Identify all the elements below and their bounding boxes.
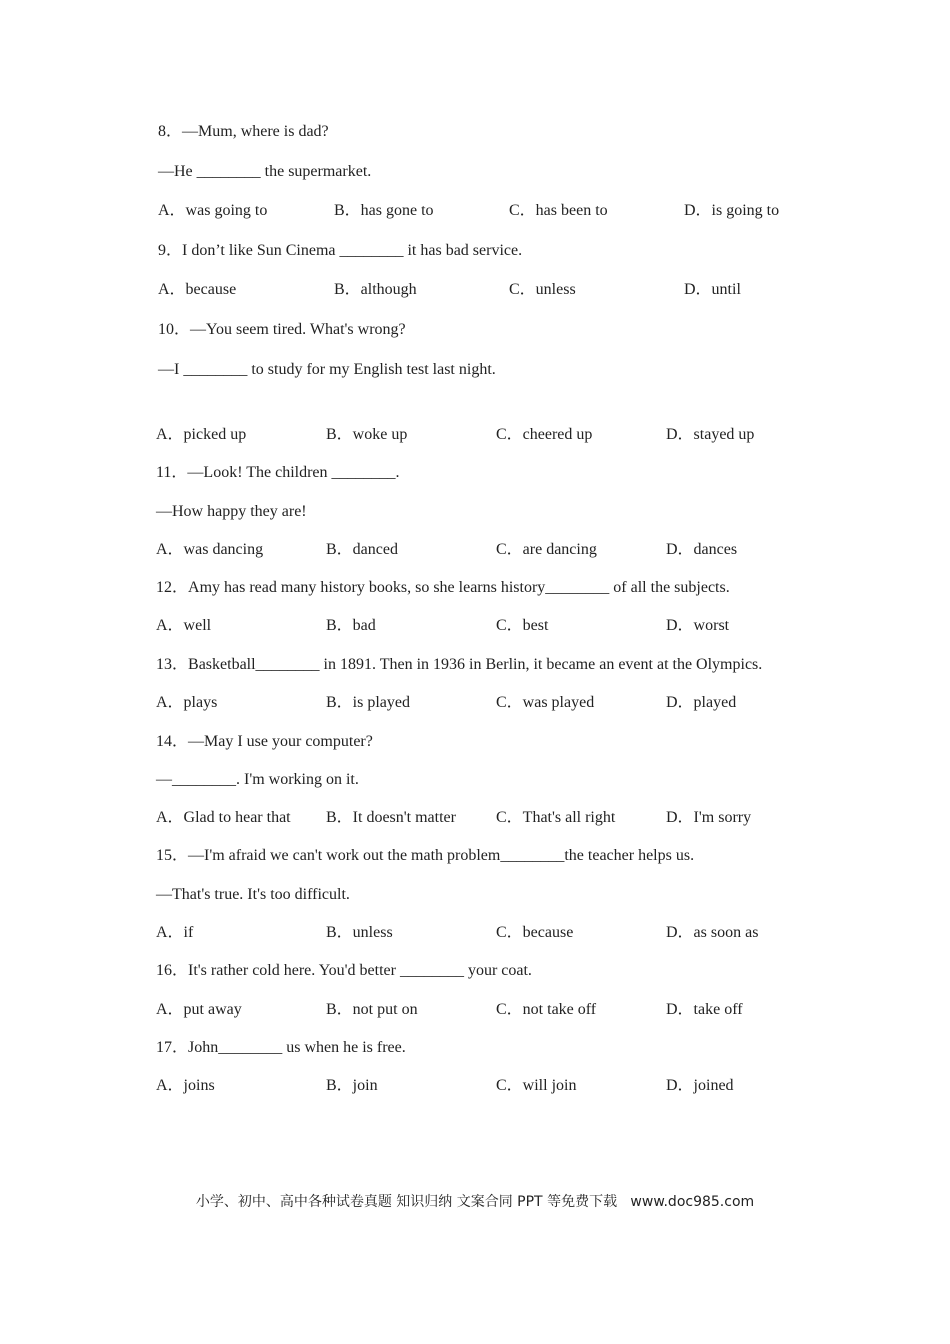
question-text: Basketball________ in 1891. Then in 1936 in Berlin, it became an event at the Olympics. [188,656,763,673]
question-text: —Look! The children ________. [187,464,400,481]
question-16-stem [156,961,532,981]
question-10-option-d: D．stayed up [666,426,755,443]
question-16-option-a: A．put away [156,1001,242,1018]
question-11-stem [156,463,400,483]
question-14-stem [156,732,373,752]
question-13-option-b: B．is played [326,694,410,711]
question-16-option-c: C．not take off [496,1001,597,1018]
question-number: 15． [156,847,189,864]
question-text: John________ us when he is free. [188,1039,406,1056]
question-17-option-a: A．joins [156,1077,215,1094]
question-text: Amy has read many history books, so she learns history________ of all the subjects. [188,579,730,596]
question-13-stem [156,655,762,675]
question-14-option-b: B．It doesn't matter [326,809,456,826]
question-text: I don’t like Sun Cinema ________ it has bad service. [182,242,523,259]
question-14-option-c: C．That's all right [496,809,616,826]
question-text: —May I use your computer? [188,733,373,750]
question-text: —Mum, where is dad? [182,123,329,140]
question-12-stem [156,578,730,598]
question-12-option-d: D．worst [666,617,730,634]
question-10-option-c: C．cheered up [496,426,593,443]
question-8-option-d: D．is going to [684,202,780,219]
question-8-stem [158,122,329,142]
question-11-option-c: C．are dancing [496,541,597,558]
question-number: 14． [156,733,189,750]
question-15-option-d: D．as soon as [666,924,759,941]
question-17-option-d: D．joined [666,1077,734,1094]
question-8-option-b: B．has gone to [334,202,434,219]
question-number: 8． [158,123,183,140]
question-9-option-d: D．until [684,281,741,298]
question-text: —You seem tired. What's wrong? [190,321,406,338]
question-11-option-a: A．was dancing [156,541,264,558]
question-number: 16． [156,962,189,979]
question-17-option-b: B．join [326,1077,378,1094]
question-13-option-a: A．plays [156,694,218,711]
question-10-option-a: A．picked up [156,426,247,443]
question-number: 13． [156,656,189,673]
question-9-option-b: B．although [334,281,417,298]
question-11-answer-line: —How happy they are! [156,503,307,520]
question-17-option-c: C．will join [496,1077,577,1094]
question-number: 10． [158,321,191,338]
question-16-option-b: B．not put on [326,1001,418,1018]
question-16-option-d: D．take off [666,1001,743,1018]
question-text: —I'm afraid we can't work out the math problem________the teacher helps us. [188,847,695,864]
question-9-option-a: A．because [158,281,237,298]
question-8-option-a: A．was going to [158,202,268,219]
question-number: 12． [156,579,189,596]
question-text: It's rather cold here. You'd better ________ your coat. [188,962,532,979]
question-12-option-a: A．well [156,617,212,634]
question-9-stem [158,241,522,261]
question-11-option-d: D．dances [666,541,738,558]
question-12-option-c: C．best [496,617,549,634]
question-10-answer-line: —I ________ to study for my English test last night. [158,361,496,378]
question-17-stem [156,1038,406,1058]
question-15-option-b: B．unless [326,924,393,941]
question-14-answer-line: —________. I'm working on it. [156,771,359,788]
question-13-option-c: C．was played [496,694,595,711]
question-14-option-d: D．I'm sorry [666,809,752,826]
question-8-answer-line: —He ________ the supermarket. [158,163,372,180]
question-10-stem [158,320,406,340]
question-number: 9． [158,242,183,259]
question-15-answer-line: —That's true. It's too difficult. [156,886,350,903]
question-12-option-b: B．bad [326,617,376,634]
question-15-option-c: C．because [496,924,574,941]
question-13-option-d: D．played [666,694,737,711]
question-9-option-c: C．unless [509,281,576,298]
footer-text: 小学、初中、高中各种试卷真题 知识归纳 文案合同 PPT 等免费下载 www.doc985.com [195,1194,755,1210]
question-number: 11． [156,464,188,481]
question-10-option-b: B．woke up [326,426,408,443]
question-8-option-c: C．has been to [509,202,608,219]
question-14-option-a: A．Glad to hear that [156,809,291,826]
question-number: 17． [156,1039,189,1056]
question-15-stem [156,846,694,866]
question-15-option-a: A．if [156,924,194,941]
question-11-option-b: B．danced [326,541,398,558]
